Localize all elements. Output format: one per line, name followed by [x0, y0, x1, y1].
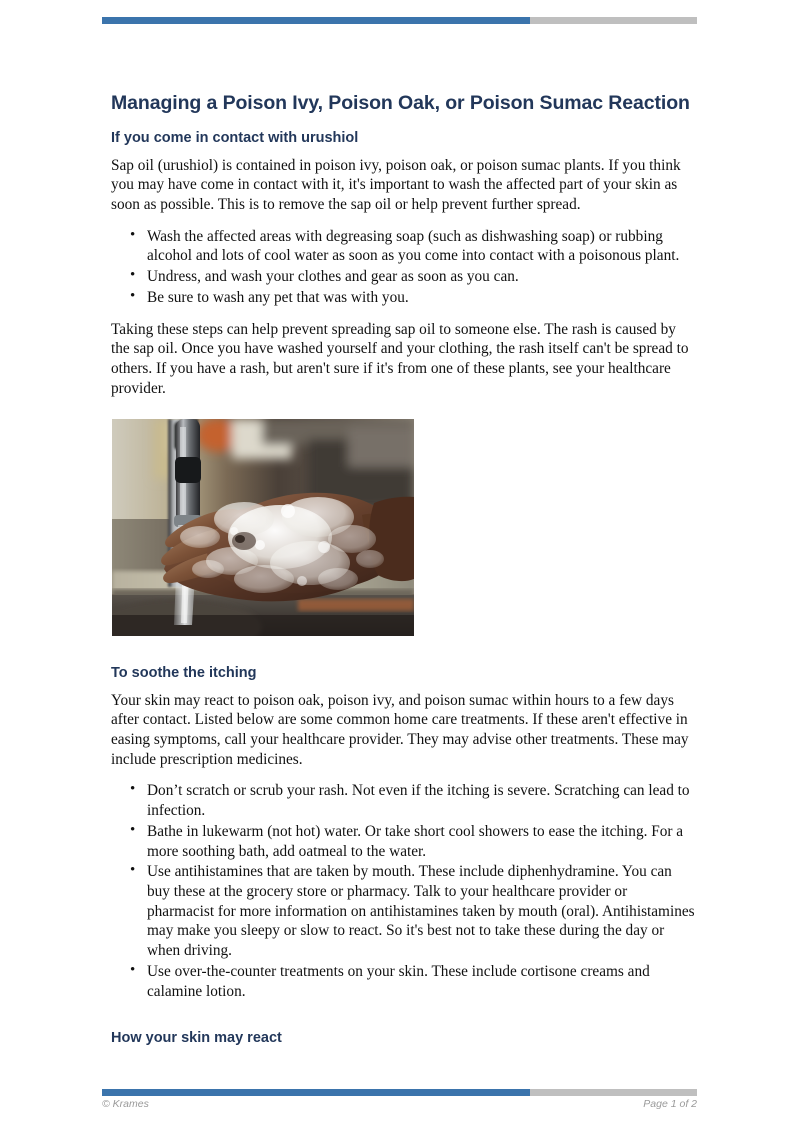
- footer-page-number: Page 1 of 2: [643, 1098, 697, 1110]
- section-heading-soothe-itching: To soothe the itching: [111, 665, 257, 682]
- bullet-list-home-care: [111, 781, 697, 1001]
- list-item: • Use antihistamines that are taken by mouth. These include diphenhydramine. You can buy these at the grocery store or pharmacy. Talk to your healthcare provider or pharmacist for more information on antihistamines taken by mouth (oral). Antihistamines may make you sleepy or slow to react. So it's best not to take these during the day or when driving.: [147, 862, 697, 961]
- handwashing-illustration: [112, 419, 414, 636]
- header-rule-blue-segment: [102, 17, 530, 24]
- page-title: Managing a Poison Ivy, Poison Oak, or Poison Sumac Reaction: [111, 92, 690, 114]
- footer-rule: [102, 1089, 697, 1096]
- list-item: • Bathe in lukewarm (not hot) water. Or take short cool showers to ease the itching. For a more soothing bath, add oatmeal to the water.: [147, 822, 697, 861]
- paragraph-urushiol-intro: Sap oil (urushiol) is contained in poison ivy, poison oak, or poison sumac plants. If you think you may have come in contact with it, it's important to wash the affected part of your skin as soon as possible. This is to remove the sap oil or help prevent further spread.: [111, 156, 681, 213]
- page-footer: [102, 1098, 697, 1110]
- document-content: [111, 92, 697, 1055]
- footer-rule-blue-segment: [102, 1089, 530, 1096]
- handwashing-photo: [112, 419, 414, 636]
- list-item: • Use over-the-counter treatments on your skin. These include cortisone creams and calamine lotion.: [147, 962, 697, 1001]
- section-heading-urushiol: If you come in contact with urushiol: [111, 130, 359, 147]
- bullet-list-contact-steps: [111, 227, 697, 308]
- header-rule-gray-segment: [530, 17, 697, 24]
- footer-copyright: © Krames: [102, 1098, 149, 1110]
- list-item: • Be sure to wash any pet that was with you.: [147, 288, 697, 308]
- header-rule: [102, 17, 697, 24]
- figure-handwashing: [112, 419, 414, 636]
- footer-rule-gray-segment: [530, 1089, 697, 1096]
- list-item: • Don’t scratch or scrub your rash. Not even if the itching is severe. Scratching can lead to infection.: [147, 781, 697, 820]
- list-item: • Wash the affected areas with degreasing soap (such as dishwashing soap) or rubbing alcohol and lots of cool water as soon as you come into contact with a poisonous plant.: [147, 227, 697, 266]
- paragraph-soothe-intro: Your skin may react to poison oak, poison ivy, and poison sumac within hours to a few days after contact. Listed below are some common home care treatments. If these aren't effective in easing symptoms, call your healthcare provider. They may advise other treatments. These may include prescription medicines.: [111, 691, 689, 768]
- paragraph-urushiol-closing: Taking these steps can help prevent spreading sap oil to someone else. The rash is caused by the sap oil. Once you have washed yourself and your clothing, the rash itself can't be spread to others. If you have a rash, but aren't sure if it's from one of these plants, see your healthcare provider.: [111, 320, 689, 397]
- list-item: • Undress, and wash your clothes and gear as soon as you can.: [147, 267, 697, 287]
- section-heading-how-skin-reacts: How your skin may react: [111, 1030, 282, 1047]
